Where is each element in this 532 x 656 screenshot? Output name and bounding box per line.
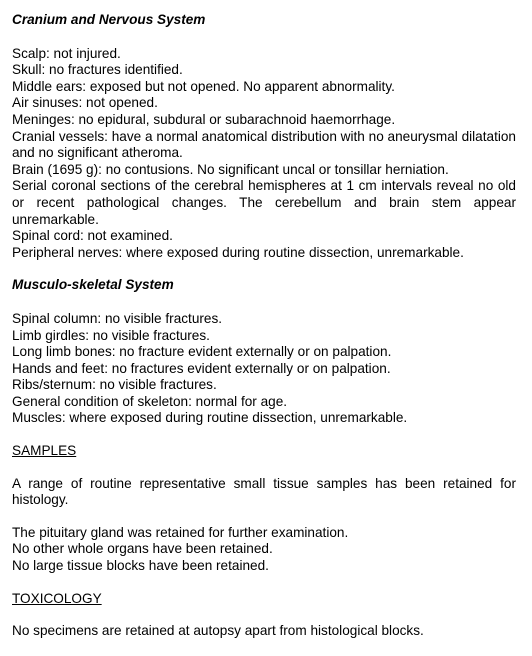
samples-paragraph: A range of routine representative small tissue samples has been retained for histology. [12, 475, 516, 508]
finding-cranial-vessels: Cranial vessels: have a normal anatomical distribution with no aneurysmal dilatation and no significant atheroma. [12, 128, 516, 161]
finding-spinal-column: Spinal column: no visible fractures. [12, 310, 223, 326]
musculo-findings [12, 311, 516, 427]
finding-hands-feet: Hands and feet: no fractures evident externally or on palpation. [12, 360, 391, 376]
finding-peripheral-nerves: Peripheral nerves: where exposed during routine dissection, unremarkable. [12, 244, 464, 260]
samples-heading: SAMPLES [12, 443, 77, 459]
finding-middle-ears: Middle ears: exposed but not opened. No apparent abnormality. [12, 78, 395, 94]
finding-spinal-cord: Spinal cord: not examined. [12, 228, 173, 244]
spacer [12, 575, 516, 591]
finding-air-sinuses: Air sinuses: not opened. [12, 95, 158, 111]
spacer [12, 29, 516, 46]
cranium-findings [12, 46, 516, 262]
samples-tissue-blocks: No large tissue blocks have been retained. [12, 558, 269, 574]
finding-meninges: Meninges: no epidural, subdural or subarachnoid haemorrhage. [12, 111, 396, 127]
finding-skull: Skull: no fractures identified. [12, 62, 183, 78]
spacer [12, 427, 516, 443]
samples-pituitary: The pituitary gland was retained for further examination. [12, 524, 349, 540]
spacer [12, 294, 516, 311]
finding-limb-girdles: Limb girdles: no visible fractures. [12, 327, 210, 343]
toxicology-paragraph: No specimens are retained at autopsy apart from histological blocks. [12, 623, 424, 639]
toxicology-heading: TOXICOLOGY [12, 590, 102, 606]
samples-whole-organs: No other whole organs have been retained. [12, 541, 273, 557]
cranium-section-title: Cranium and Nervous System [12, 12, 206, 27]
finding-ribs-sternum: Ribs/sternum: no visible fractures. [12, 377, 217, 393]
musculo-section-title: Musculo-skeletal System [12, 277, 174, 293]
finding-brain: Brain (1695 g): no contusions. No significant uncal or tonsillar herniation. [12, 161, 449, 177]
spacer [12, 607, 516, 623]
finding-muscles: Muscles: where exposed during routine dissection, unremarkable. [12, 410, 408, 426]
finding-skeleton-condition: General condition of skeleton: normal for age. [12, 393, 288, 409]
spacer [12, 261, 516, 277]
samples-details [12, 525, 516, 575]
finding-long-limb-bones: Long limb bones: no fracture evident externally or on palpation. [12, 344, 392, 360]
finding-scalp: Scalp: not injured. [12, 45, 121, 61]
finding-serial-sections: Serial coronal sections of the cerebral hemispheres at 1 cm intervals reveal no old or recent pathological changes. The cerebellum and brain stem appear unremarkable. [12, 178, 516, 227]
spacer [12, 509, 516, 525]
spacer [12, 460, 516, 476]
